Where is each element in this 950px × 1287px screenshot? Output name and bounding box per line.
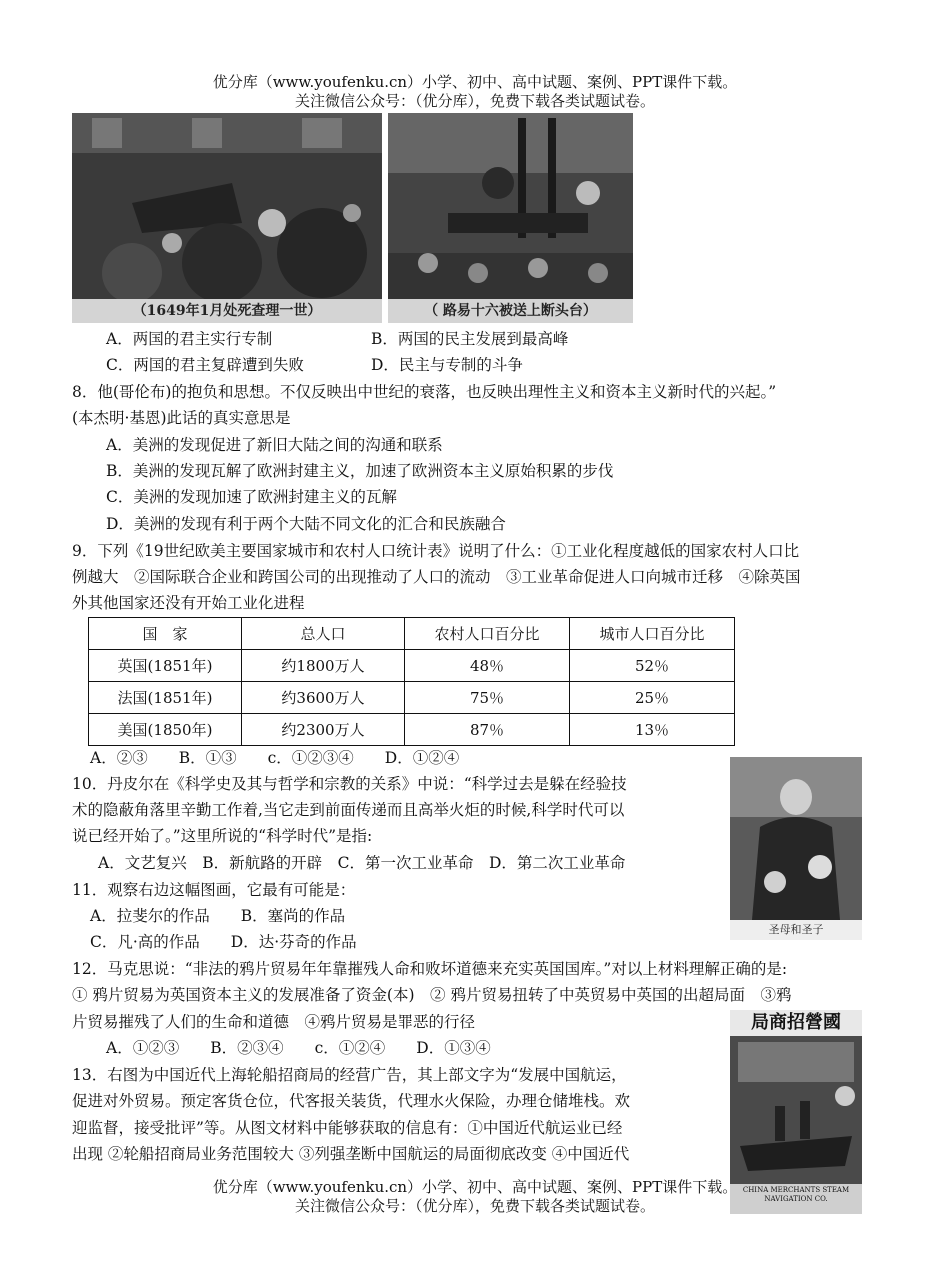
table-cell: 约2300万人 [242,714,405,746]
q7-option-b: B．两国的民主发展到最高峰 [371,330,569,348]
table-cell: 英国(1851年) [89,650,242,682]
table-cell: 87％ [405,714,570,746]
q11-options-cd: C．凡·高的作品 D．达·芬奇的作品 [90,933,357,951]
header-line-1: 优分库（www.youfenku.cn）小学、初中、高中试题、案例、PPT课件下载。 [212,73,738,91]
q12-stem-line-1: 12．马克思说：“非法的鸦片贸易年年靠摧残人命和败坏道德来充实英国国库。”对以上材料理解正确的是: [72,960,788,978]
footer-line-1: 优分库（www.youfenku.cn）小学、初中、高中试题、案例、PPT课件下载。 [212,1178,738,1196]
q13-stem-line-3: 迎监督，接受批评”等。从图文材料中能够获取的信息有：①中国近代航运业已经 [72,1119,623,1137]
table-cell: 13％ [570,714,735,746]
footer-line-2: 关注微信公众号：（优分库），免费下载各类试题试卷。 [294,1197,655,1215]
steamship-illustration [730,1036,862,1186]
table-cell: 52％ [570,650,735,682]
q12-options: A．①②③ B．②③④ c．①②④ D．①③④ [106,1039,491,1057]
table-cell: 75％ [405,682,570,714]
charles-caption: （1649年1月处死查理一世） [72,299,382,323]
q10-stem-line-2: 术的隐蔽角落里辛勤工作着,当它走到前面传递而且高举火炬的时候,科学时代可以 [72,801,625,819]
q9-stem-line-3: 外其他国家还没有开始工业化进程 [72,594,305,612]
madonna-illustration [730,757,862,920]
table-cell: 约1800万人 [242,650,405,682]
table-row [89,650,735,682]
table-row [89,682,735,714]
louis-guillotine-illustration [388,113,633,299]
q8-option-c: C．美洲的发现加速了欧洲封建主义的瓦解 [106,488,397,506]
table-header-cell: 农村人口百分比 [405,618,570,650]
q7-option-c: C．两国的君主复辟遭到失败 [106,356,304,374]
q12-stem-line-2: ① 鸦片贸易为英国资本主义的发展准备了资金(本) ② 鸦片贸易扭转了中英贸易中英国的出超局面 ③鸦 [72,986,792,1004]
table-cell: 约3600万人 [242,682,405,714]
q8-option-a: A．美洲的发现促进了新旧大陆之间的沟通和联系 [106,436,443,454]
q13-stem-line-4: 出现 ②轮船招商局业务范围较大 ③列强垄断中国航运的局面彻底改变 ④中国近代 [72,1145,630,1163]
q8-stem-line-1: 8．他(哥伦布)的抱负和思想。不仅反映出中世纪的衰落，也反映出理性主义和资本主义新时代的兴起。” [72,383,777,401]
louis-guillotine-image [388,113,633,323]
table-cell: 美国(1850年) [89,714,242,746]
q12-stem-line-3: 片贸易摧残了人们的生命和道德 ④鸦片贸易是罪恶的行径 [72,1013,476,1031]
madonna-caption: 圣母和圣子 [730,920,862,940]
charles-execution-illustration [72,113,382,299]
charles-execution-image [72,113,382,323]
table-header-cell: 国 家 [89,618,242,650]
ad-footer: CHINA MERCHANTS STEAM NAVIGATION CO. [730,1184,862,1214]
table-cell: 48％ [405,650,570,682]
table-row [89,714,735,746]
table-cell: 25％ [570,682,735,714]
header-line-2: 关注微信公众号：（优分库），免费下载各类试题试卷。 [294,92,655,110]
q7-option-a: A．两国的君主实行专制 [106,330,273,348]
louis-caption: （ 路易十六被送上断头台） [388,299,633,323]
q13-stem-line-2: 促进对外贸易。预定客货仓位，代客报关装货，代理水火保险，办理仓储堆栈。欢 [72,1092,631,1110]
q8-option-b: B．美洲的发现瓦解了欧洲封建主义，加速了欧洲资本主义原始积累的步伐 [106,462,614,480]
table-header-cell: 城市人口百分比 [570,618,735,650]
table-cell: 法国(1851年) [89,682,242,714]
q8-stem-line-2: (本杰明·基恩)此话的真实意思是 [72,409,291,427]
q9-options: A．②③ B．①③ c．①②③④ D．①②④ [90,749,460,767]
q10-stem-line-1: 10．丹皮尔在《科学史及其与哲学和宗教的关系》中说：“科学过去是躲在经验技 [72,775,627,793]
q11-stem: 11．观察右边这幅图画，它最有可能是： [72,881,356,899]
q10-stem-line-3: 说已经开始了。”这里所说的“科学时代”是指: [72,827,373,845]
madonna-image [730,757,862,940]
q7-option-d: D．民主与专制的斗争 [371,356,523,374]
q13-stem-line-1: 13．右图为中国近代上海轮船招商局的经营广告，其上部文字为“发展中国航运， [72,1066,627,1084]
ad-title: 局商招營國 [730,1010,862,1036]
population-table [88,617,735,746]
q10-options: A．文艺复兴 B．新航路的开辟 C．第一次工业革命 D．第二次工业革命 [98,854,626,872]
table-header-cell: 总人口 [242,618,405,650]
q9-stem-line-1: 9．下列《19世纪欧美主要国家城市和农村人口统计表》说明了什么：①工业化程度越低的国家农村人口比 [72,542,800,560]
table-header-row [89,618,735,650]
q11-options-ab: A．拉斐尔的作品 B．塞尚的作品 [90,907,346,925]
q8-option-d: D．美洲的发现有利于两个大陆不同文化的汇合和民族融合 [106,515,506,533]
q9-stem-line-2: 例越大 ②国际联合企业和跨国公司的出现推动了人口的流动 ③工业革命促进人口向城市迁移 ④除英国 [72,568,801,586]
